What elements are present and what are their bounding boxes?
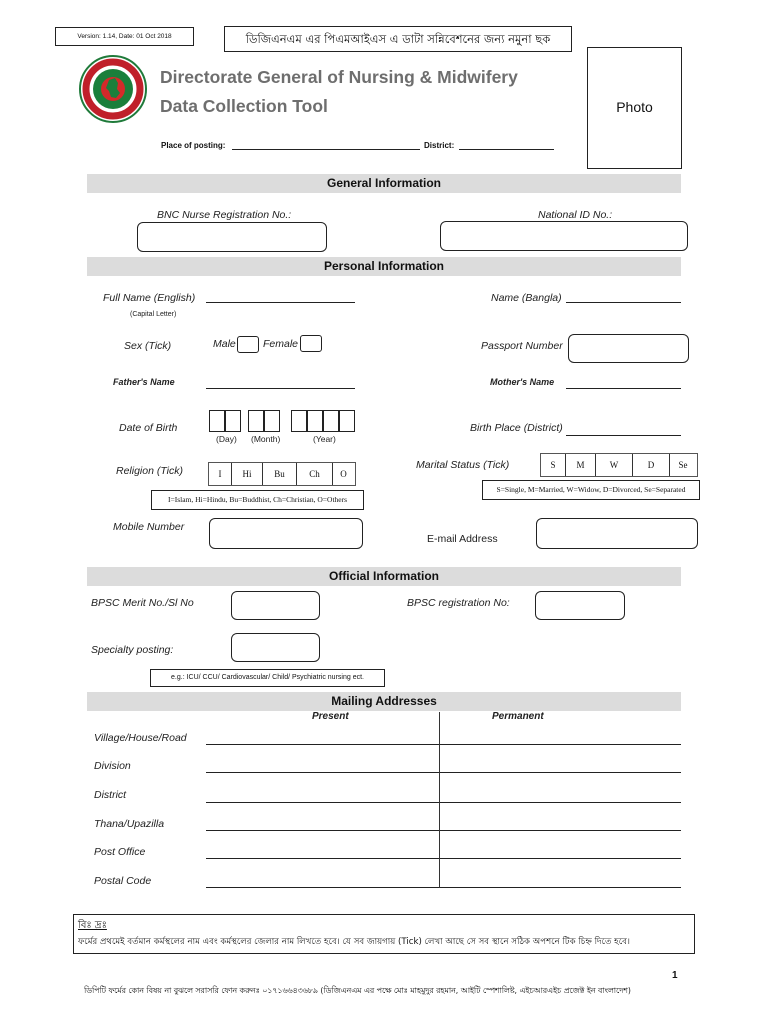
footer-contact: ডিপিটি ফর্মের কোন বিষয় না বুঝলে সরাসরি ফোন করুনঃ ০১৭১৬৬৪৩৬৮৯ (ডিজিএনএম এর পক্ষে মোঃ মাহমুদুর রহমান, আইটি স্পেশালিষ্ট, এইচআরএইচ প্রজেক্ট ইন বাংলাদেশ): [84, 986, 631, 995]
religion-legend: I=Islam, Hi=Hindu, Bu=Buddhist, Ch=Christian, O=Others: [151, 490, 364, 510]
birth-place-field[interactable]: [566, 435, 681, 436]
sample-note-box: [224, 26, 572, 52]
tool-title: Data Collection Tool: [160, 96, 328, 116]
full-name-english-label: Full Name (English): [103, 292, 196, 304]
district-field[interactable]: [459, 149, 554, 150]
permanent-address-field[interactable]: [440, 887, 681, 888]
mailing-row-label: District: [94, 789, 127, 801]
present-column-header: Present: [312, 711, 349, 722]
marital-option-divorced[interactable]: D: [633, 454, 670, 476]
dob-month-digit[interactable]: [248, 410, 264, 432]
national-id-label: National ID No.:: [538, 209, 613, 221]
full-name-english-field[interactable]: [206, 302, 355, 303]
specialty-posting-input[interactable]: [231, 633, 320, 662]
email-label: E-mail Address: [427, 533, 498, 545]
note-text: ফর্মের প্রথমেই বর্তমান কর্মস্থলের নাম এবং কর্মস্থলের জেলার নাম লিখতে হবে। যে সব জায়গায় (Tick) লেখা আছে সে সব স্থানে সঠিক অপশনে টিক চিহ্ন দিতে হবে।: [78, 937, 630, 947]
dob-year-digit[interactable]: [323, 410, 339, 432]
permanent-address-field[interactable]: [440, 744, 681, 745]
bpsc-registration-input[interactable]: [535, 591, 625, 620]
dob-day-digit[interactable]: [225, 410, 241, 432]
mother-name-label: Mother's Name: [490, 377, 555, 387]
general-information-title: General Information: [326, 176, 442, 190]
female-checkbox[interactable]: [300, 335, 322, 352]
bpsc-registration-label: BPSC registration No:: [407, 597, 510, 609]
specialty-example: e.g.: ICU/ CCU/ Cardiovascular/ Child/ Psychiatric nursing ect.: [150, 669, 385, 687]
present-address-field[interactable]: [206, 802, 439, 803]
place-of-posting-field[interactable]: [232, 149, 420, 150]
dob-year-digit[interactable]: [339, 410, 355, 432]
bnc-registration-input[interactable]: [137, 222, 327, 252]
general-information-header: [87, 174, 681, 193]
org-title: Directorate General of Nursing & Midwifery: [160, 67, 518, 87]
capital-letter-note: (Capital Letter): [130, 311, 177, 318]
religion-option-islam[interactable]: I: [209, 463, 232, 485]
marital-option-single[interactable]: S: [541, 454, 566, 476]
present-address-field[interactable]: [206, 887, 439, 888]
religion-option-christian[interactable]: Ch: [297, 463, 333, 485]
marital-option-widow[interactable]: W: [596, 454, 633, 476]
marital-option-separated[interactable]: Se: [678, 460, 688, 470]
father-name-label: Father's Name: [113, 377, 175, 387]
religion-options: [208, 462, 356, 486]
passport-input[interactable]: [568, 334, 689, 363]
year-label: (Year): [313, 434, 336, 444]
photo-label: Photo: [616, 99, 653, 115]
mailing-row-label: Thana/Upazilla: [94, 818, 165, 830]
sample-note-text: ডিজিএনএম এর পিএমআইএস এ ডাটা সন্নিবেশনের জন্য নমুনা ছক: [245, 32, 551, 46]
present-address-field[interactable]: [206, 744, 439, 745]
page-number: 1: [672, 970, 678, 981]
mailing-row-label: Postal Code: [94, 875, 152, 887]
dob-day-digit[interactable]: [209, 410, 225, 432]
mailing-row-label: Village/House/Road: [94, 732, 187, 744]
mailing-addresses-title: Mailing Addresses: [331, 694, 437, 708]
month-label: (Month): [251, 434, 281, 444]
bpsc-merit-label: BPSC Merit No./Sl No: [91, 597, 194, 609]
present-address-field[interactable]: [206, 858, 439, 859]
mother-name-field[interactable]: [566, 388, 681, 389]
mobile-number-label: Mobile Number: [113, 521, 185, 533]
mobile-number-input[interactable]: [209, 518, 363, 549]
version-text: Version: 1.14, Date: 01 Oct 2018: [77, 33, 172, 40]
male-label: Male: [213, 338, 236, 350]
religion-option-hindu[interactable]: Hi: [232, 463, 263, 485]
date-of-birth-label: Date of Birth: [119, 422, 178, 434]
mailing-row-label: Post Office: [94, 846, 146, 858]
government-seal-logo: [79, 54, 147, 124]
male-checkbox[interactable]: [237, 336, 259, 353]
permanent-address-field[interactable]: [440, 858, 681, 859]
father-name-field[interactable]: [206, 388, 355, 389]
marital-options: [540, 453, 698, 477]
day-label: (Day): [216, 434, 237, 444]
sex-label: Sex (Tick): [124, 340, 172, 352]
birth-place-label: Birth Place (District): [470, 422, 563, 434]
dob-month-digit[interactable]: [264, 410, 280, 432]
note-box: [73, 914, 695, 954]
seal-text-bottom: [152, 56, 153, 57]
permanent-address-field[interactable]: [440, 772, 681, 773]
marital-status-label: Marital Status (Tick): [416, 459, 510, 471]
religion-label: Religion (Tick): [116, 465, 184, 477]
mailing-addresses-header: [87, 692, 681, 711]
personal-information-header: [87, 257, 681, 276]
dob-year-digit[interactable]: [291, 410, 307, 432]
religion-option-buddhist[interactable]: Bu: [263, 463, 297, 485]
marital-option-married[interactable]: M: [566, 454, 596, 476]
photo-box[interactable]: [587, 47, 682, 169]
present-address-field[interactable]: [206, 772, 439, 773]
name-bangla-label: Name (Bangla): [491, 292, 562, 304]
bpsc-merit-input[interactable]: [231, 591, 320, 620]
permanent-address-field[interactable]: [440, 830, 681, 831]
personal-information-title: Personal Information: [323, 259, 445, 273]
version-box: [55, 27, 194, 46]
place-of-posting-label: Place of posting:: [161, 141, 226, 150]
mailing-column-divider: [439, 712, 440, 888]
official-information-title: Official Information: [328, 569, 439, 583]
religion-option-others[interactable]: O: [340, 469, 347, 479]
present-address-field[interactable]: [206, 830, 439, 831]
permanent-address-field[interactable]: [440, 802, 681, 803]
seal-text-top: [152, 54, 153, 55]
official-information-header: [87, 567, 681, 586]
female-label: Female: [263, 338, 299, 350]
passport-label: Passport Number: [481, 340, 563, 352]
national-id-input[interactable]: [440, 221, 688, 251]
email-input[interactable]: [536, 518, 698, 549]
name-bangla-field[interactable]: [566, 302, 681, 303]
note-title: বিঃ দ্রঃ: [78, 920, 107, 931]
dob-year-digit[interactable]: [307, 410, 323, 432]
specialty-posting-label: Specialty posting:: [91, 644, 174, 656]
bnc-registration-label: BNC Nurse Registration No.:: [157, 209, 292, 221]
marital-legend: S=Single, M=Married, W=Widow, D=Divorced, Se=Separated: [482, 480, 700, 500]
permanent-column-header: Permanent: [492, 711, 544, 722]
mailing-row-label: Division: [94, 760, 131, 772]
district-label: District:: [424, 141, 455, 150]
